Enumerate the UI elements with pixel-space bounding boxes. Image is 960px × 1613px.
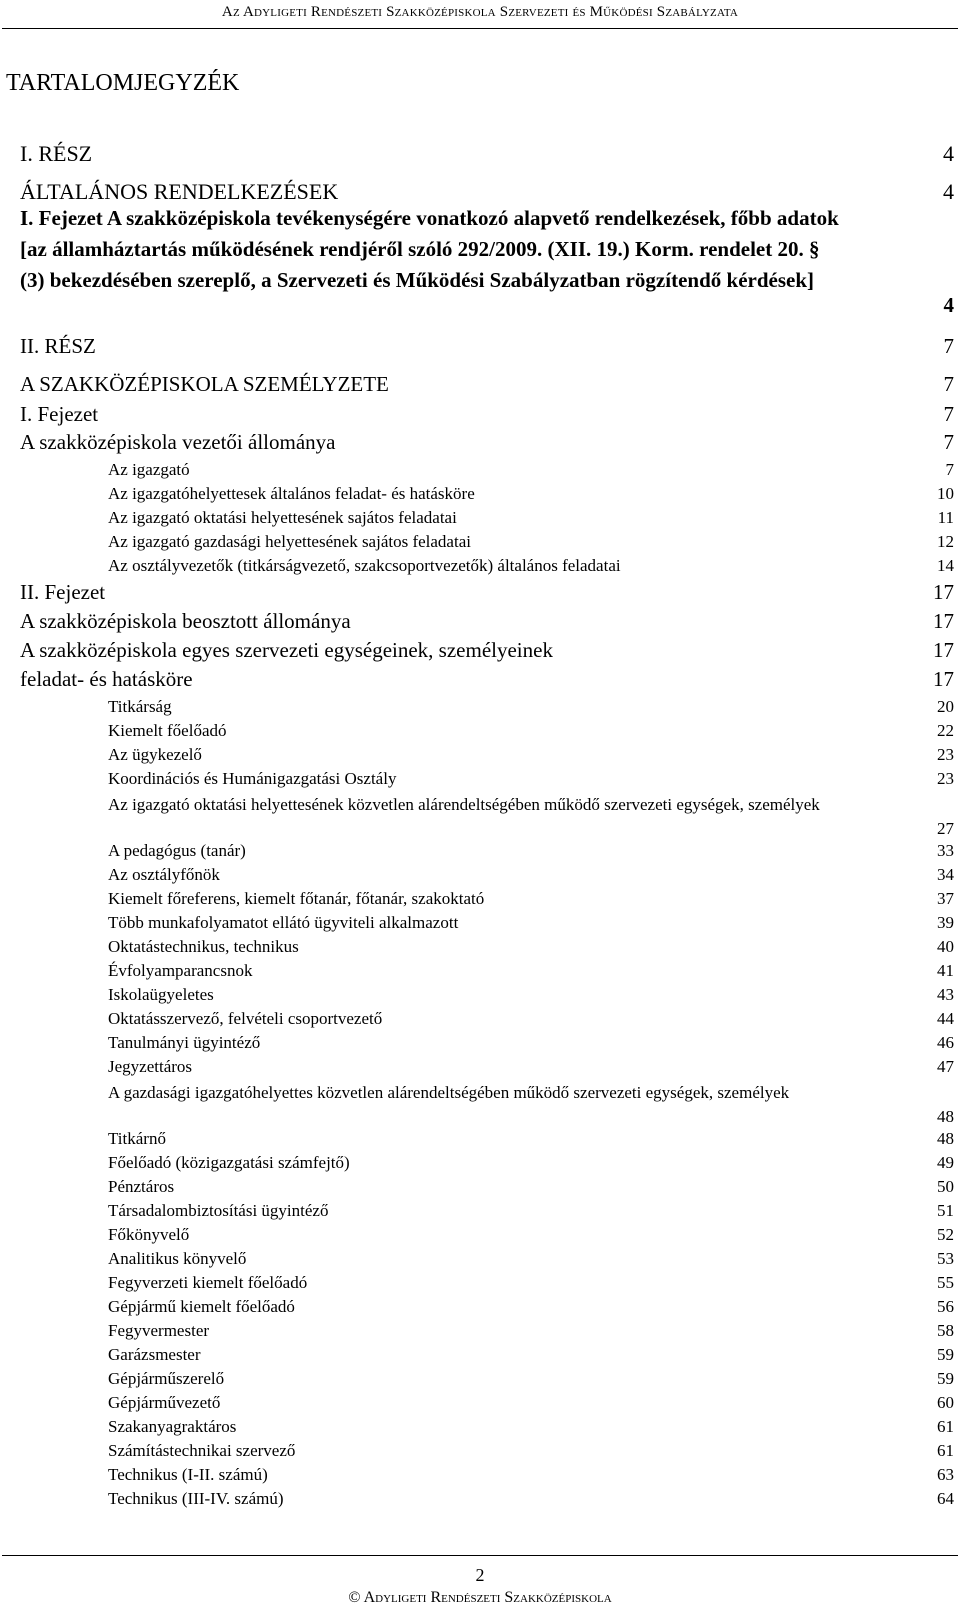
toc-entry-page: 4 (943, 141, 954, 166)
toc-entry-label: Tanulmányi ügyintéző (108, 1033, 261, 1052)
toc-entry-label: Titkárság (108, 697, 172, 716)
toc-entry-label: ÁLTALÁNOS RENDELKEZÉSEK (20, 179, 339, 204)
toc-entry-label: I. Fejezet A szakközépiskola tevékenységére vonatkozó alapvető rendelkezések, főbb adatok [az államháztartás működésének rendjéről szóló 292/2009. (XII. 19.) Korm. rendelet 20. § (3) bekezdésében szereplő, a Szervezeti és Működési Szabályzatban rögzítendő kérdések] (20, 206, 839, 292)
toc-entry-page: 49 (937, 1153, 954, 1172)
toc-entry[interactable] (108, 721, 960, 741)
toc-entry-label: Az igazgató (108, 460, 190, 479)
toc-entry-label: A gazdasági igazgatóhelyettes közvetlen alárendeltségében működő szervezeti egységek, személyek (108, 1083, 790, 1102)
toc-entry-label: Gépjárműszerelő (108, 1369, 225, 1388)
toc-entry-label: Kiemelt főelőadó (108, 721, 227, 740)
toc-entry[interactable] (108, 1393, 960, 1413)
toc-entry[interactable] (108, 1297, 960, 1317)
toc-entry[interactable] (108, 556, 960, 576)
toc-entry-page: 48 (937, 1129, 954, 1148)
toc-entry-page: 17 (933, 667, 954, 691)
toc-entry-label: Fegyvermester (108, 1321, 210, 1340)
toc-entry-label: II. RÉSZ (20, 334, 96, 358)
toc-entry-page: 41 (937, 961, 954, 980)
toc-entry-page: 14 (937, 556, 954, 575)
toc-entry-label: Oktatástechnikus, technikus (108, 937, 299, 956)
toc-entry-label: Fegyverzeti kiemelt főelőadó (108, 1273, 308, 1292)
toc-entry-page: 22 (937, 721, 954, 740)
footer-copyright: © Adyligeti Rendészeti Szakközépiskola (348, 1589, 612, 1606)
toc-entry[interactable] (108, 865, 960, 885)
toc-entry-label: A szakközépiskola vezetői állománya (20, 430, 336, 454)
toc-entry[interactable] (108, 745, 960, 765)
toc-entry-page: 4 (943, 179, 954, 204)
toc-entry-label: Technikus (III-IV. számú) (108, 1489, 284, 1508)
toc-entry-page: 46 (937, 1033, 954, 1052)
toc-entry[interactable] (108, 532, 960, 552)
toc-entry-label: Több munkafolyamatot ellátó ügyviteli alkalmazott (108, 913, 459, 932)
page-number: 2 (475, 1565, 485, 1585)
toc-entry[interactable] (108, 961, 960, 981)
toc-entry[interactable] (20, 430, 960, 455)
toc-entry-label: Számítástechnikai szervező (108, 1441, 296, 1460)
toc-entry-page: 7 (943, 430, 954, 454)
toc-entry[interactable] (108, 1417, 960, 1437)
toc-entry[interactable] (108, 1177, 960, 1197)
toc-entry-page: 7 (943, 402, 954, 426)
toc-entry-page: 37 (937, 889, 954, 908)
toc-entry-label: Főelőadó (közigazgatási számfejtő) (108, 1153, 350, 1172)
toc-entry[interactable] (20, 402, 960, 427)
toc-entry-label: Az osztályvezetők (titkárságvezető, szakcsoportvezetők) általános feladatai (108, 556, 621, 575)
toc-entry-label: Koordinációs és Humánigazgatási Osztály (108, 769, 397, 788)
toc-entry-label: A pedagógus (tanár) (108, 841, 246, 860)
toc-entry-label: Az osztályfőnök (108, 865, 220, 884)
toc-entry-page: 34 (937, 865, 954, 884)
toc-entry-page: 50 (937, 1177, 954, 1196)
toc-entry-label: Az igazgató gazdasági helyettesének sajátos feladatai (108, 532, 471, 551)
toc-entry-label: I. RÉSZ (20, 141, 93, 166)
toc-entry[interactable] (108, 1465, 960, 1485)
toc-entry-label: Az igazgatóhelyettesek általános feladat- és hatásköre (108, 484, 475, 503)
toc-entry-page: 55 (937, 1273, 954, 1292)
toc-entry[interactable] (108, 793, 954, 841)
toc-entry-label: Technikus (I-II. számú) (108, 1465, 268, 1484)
toc-entry[interactable] (108, 889, 960, 909)
toc-entry-page: 23 (937, 745, 954, 764)
toc-entry-page: 59 (937, 1345, 954, 1364)
toc-entry-label: Társadalombiztosítási ügyintéző (108, 1201, 329, 1220)
toc-entry-page: 20 (937, 697, 954, 716)
toc-entry-label: Gépjárművezető (108, 1393, 221, 1412)
toc-entry-page: 11 (937, 508, 954, 527)
toc-entry[interactable] (20, 580, 960, 605)
toc-entry[interactable] (20, 179, 960, 205)
toc-entry-page: 60 (937, 1393, 954, 1412)
toc-entry-page: 10 (937, 484, 954, 503)
toc-entry-label: Gépjármű kiemelt főelőadó (108, 1297, 295, 1316)
toc-entry[interactable] (108, 508, 960, 528)
toc-entry-page: 7 (943, 372, 954, 396)
toc-entry-page: 61 (937, 1417, 954, 1436)
page-header: Az Adyligeti Rendészeti Szakközépiskola Szervezeti és Működési Szabályzata (221, 4, 739, 20)
toc-entry[interactable] (108, 1273, 960, 1293)
toc-entry[interactable] (108, 1225, 960, 1245)
toc-entry[interactable] (20, 203, 840, 296)
toc-entry[interactable] (20, 141, 960, 167)
toc-entry[interactable] (108, 1249, 960, 1269)
toc-entry-label: Jegyzettáros (108, 1057, 193, 1076)
header-rule (2, 28, 958, 29)
toc-entry[interactable] (108, 1081, 954, 1129)
toc-entry-label: Az igazgató oktatási helyettesének sajátos feladatai (108, 508, 457, 527)
toc-entry[interactable] (108, 460, 960, 480)
toc-entry-page: 52 (937, 1225, 954, 1244)
toc-entry-label: Analitikus könyvelő (108, 1249, 247, 1268)
toc-entry[interactable] (108, 1441, 960, 1461)
toc-entry-page: 40 (937, 937, 954, 956)
toc-entry[interactable] (108, 1201, 960, 1221)
toc-entry-label: Pénztáros (108, 1177, 175, 1196)
toc-entry-page: 7 (943, 334, 954, 358)
toc-entry-page: 58 (937, 1321, 954, 1340)
toc-entry-page: 53 (937, 1249, 954, 1268)
toc-entry-page: 33 (937, 841, 954, 860)
toc-entry-label: A szakközépiskola egyes szervezeti egységeinek, személyeinek (20, 638, 553, 662)
toc-title: TARTALOMJEGYZÉK (6, 70, 240, 96)
toc-entry-label: A SZAKKÖZÉPISKOLA SZEMÉLYZETE (20, 372, 389, 396)
toc-entry[interactable] (108, 1321, 960, 1341)
toc-entry-page: 47 (937, 1057, 954, 1076)
toc-entry[interactable] (108, 1153, 960, 1173)
toc-entry-page: 64 (937, 1489, 954, 1508)
toc-entry[interactable] (108, 937, 960, 957)
footer-rule (2, 1555, 958, 1556)
toc-entry[interactable] (108, 1489, 960, 1509)
toc-entry-page: 4 (943, 293, 954, 317)
toc-entry[interactable] (20, 667, 960, 692)
toc-entry[interactable] (108, 841, 960, 861)
toc-entry-page: 44 (937, 1009, 954, 1028)
toc-entry-page: 43 (937, 985, 954, 1004)
toc-entry-label: Szakanyagraktáros (108, 1417, 237, 1436)
toc-entry-page: 12 (937, 532, 954, 551)
toc-entry[interactable] (20, 372, 960, 397)
toc-entry-page: 23 (937, 769, 954, 788)
toc-entry-label: Az igazgató oktatási helyettesének közvetlen alárendeltségében működő szervezeti egységek, személyek (108, 795, 820, 814)
toc-entry-label: Garázsmester (108, 1345, 201, 1364)
toc-entry[interactable] (108, 484, 960, 504)
toc-entry-page: 17 (933, 638, 954, 662)
toc-entry-page: 61 (937, 1441, 954, 1460)
toc-entry-label: Iskolaügyeletes (108, 985, 214, 1004)
toc-entry-label: Évfolyamparancsnok (108, 961, 253, 980)
toc-entry[interactable] (108, 1033, 960, 1053)
toc-entry[interactable] (108, 1057, 960, 1077)
toc-entry-page: 63 (937, 1465, 954, 1484)
toc-entry-label: I. Fejezet (20, 402, 99, 426)
toc-entry-page: 17 (933, 609, 954, 633)
toc-entry-page: 17 (933, 580, 954, 604)
toc-entry[interactable] (20, 334, 960, 359)
toc-entry-page: 7 (945, 460, 954, 479)
toc-entry-label: Kiemelt főreferens, kiemelt főtanár, főtanár, szakoktató (108, 889, 485, 908)
toc-entry-label: II. Fejezet (20, 580, 106, 604)
toc-entry[interactable] (108, 1369, 960, 1389)
toc-entry[interactable] (108, 985, 960, 1005)
toc-entry[interactable] (108, 1345, 960, 1365)
toc-entry-page: 27 (937, 819, 954, 838)
toc-entry-page: 48 (937, 1107, 954, 1126)
toc-entry[interactable] (20, 638, 960, 663)
toc-entry[interactable] (108, 1009, 960, 1029)
toc-entry-label: Titkárnő (108, 1129, 166, 1148)
toc-entry-page: 56 (937, 1297, 954, 1316)
toc-entry-label: Oktatásszervező, felvételi csoportvezető (108, 1009, 383, 1028)
toc-entry-label: Főkönyvelő (108, 1225, 190, 1244)
toc-entry[interactable] (108, 913, 960, 933)
toc-entry-label: feladat- és hatásköre (20, 667, 193, 691)
toc-entry[interactable] (108, 697, 960, 717)
toc-entry[interactable] (108, 1129, 960, 1149)
toc-entry-page: 39 (937, 913, 954, 932)
toc-entry-label: Az ügykezelő (108, 745, 202, 764)
toc-entry-label: A szakközépiskola beosztott állománya (20, 609, 351, 633)
toc-entry-page: 51 (937, 1201, 954, 1220)
toc-entry[interactable] (20, 609, 960, 634)
toc-entry[interactable] (108, 769, 960, 789)
toc-entry-page: 59 (937, 1369, 954, 1388)
